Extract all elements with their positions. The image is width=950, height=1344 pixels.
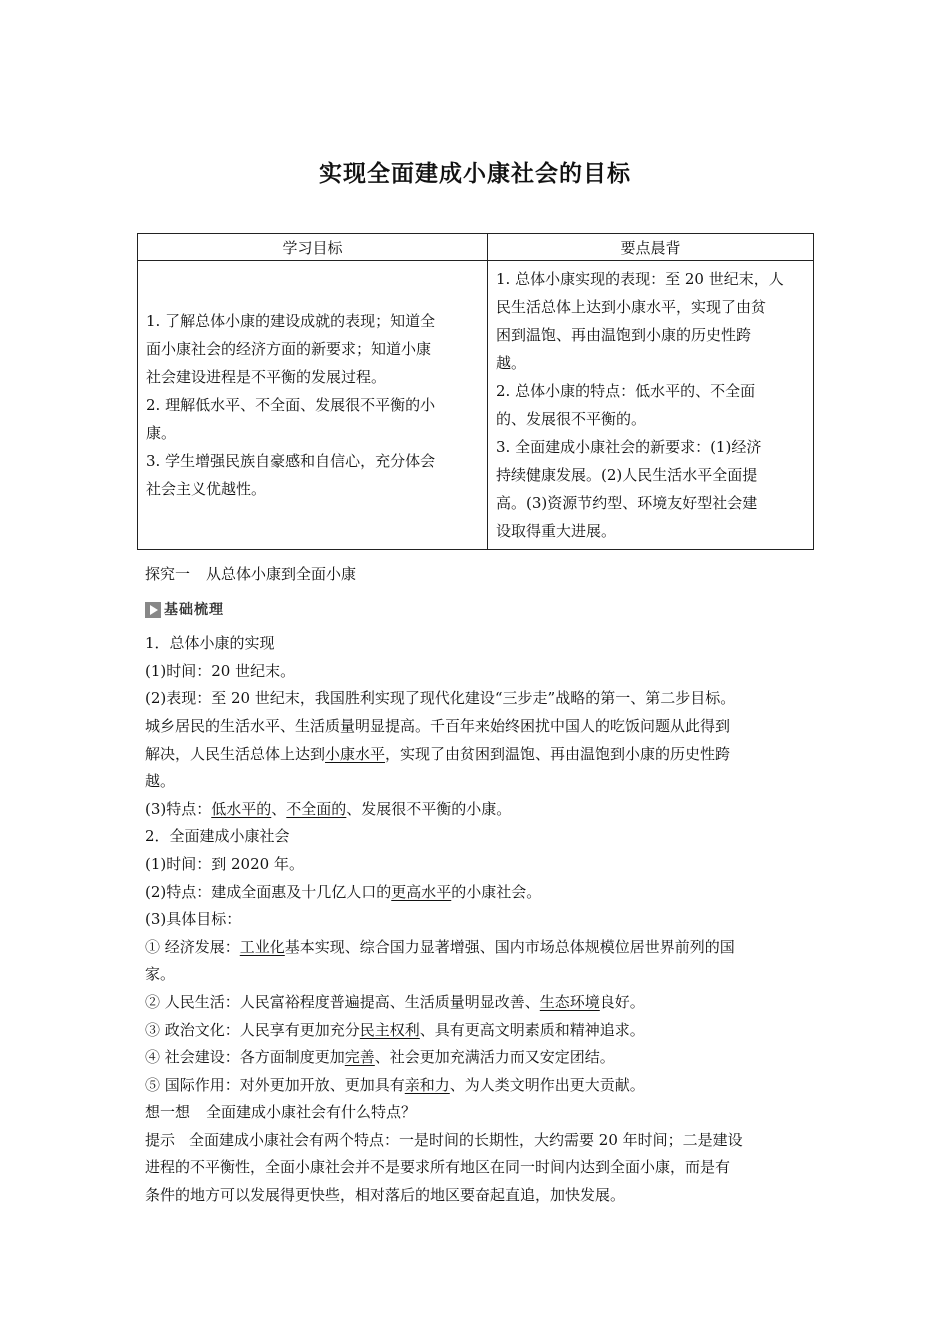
think-question <box>145 1099 815 1127</box>
text-span: 解决，人民生活总体上达到 <box>145 744 326 763</box>
section-heading <box>145 561 815 589</box>
text-span: 、具有更高文明素质和精神追求。 <box>419 1020 645 1039</box>
text-line: (1)时间：到 2020 年。 <box>145 854 304 873</box>
underlined-term: 更高水平 <box>391 882 452 901</box>
goal-item <box>145 934 815 962</box>
goal-item <box>145 1044 815 1072</box>
underlined-term: 完善 <box>344 1048 375 1067</box>
cell-line: 困到温饱、再由温饱到小康的历史性跨 <box>496 326 752 344</box>
learning-goals-cell <box>138 261 488 550</box>
cell-line: 康。 <box>146 424 177 442</box>
text-span: (2)特点：建成全面惠及十几亿人口的 <box>145 882 392 901</box>
underlined-term: 民主权利 <box>359 1020 420 1039</box>
cell-line: 1. 总体小康实现的表现：至 20 世纪末，人 <box>496 270 784 288</box>
play-arrow-icon <box>145 602 161 618</box>
think-question-text: 全面建成小康社会有什么特点？ <box>206 1103 417 1122</box>
section-label: 探究一 <box>145 565 191 583</box>
text-span: 、为人类文明作出更大贡献。 <box>449 1075 645 1094</box>
text-span: 、发展很不平衡的小康。 <box>346 799 512 818</box>
cell-line: 面小康社会的经济方面的新要求；知道小康 <box>146 340 432 358</box>
text-span: ，实现了由贫困到温饱、再由温饱到小康的历史性跨 <box>385 744 731 763</box>
table-header-learning-goals: 学习目标 <box>138 234 488 261</box>
text-span: 、 <box>271 799 287 818</box>
main-content <box>145 561 815 1210</box>
text-span: 的小康社会。 <box>451 882 542 901</box>
table-header-key-points: 要点晨背 <box>488 234 814 261</box>
underlined-term: 小康水平 <box>325 744 386 763</box>
cell-line: 的、发展很不平衡的。 <box>496 410 647 428</box>
text-line: 越。 <box>145 772 176 791</box>
table-row <box>138 261 814 550</box>
basics-badge <box>145 597 224 625</box>
cell-line: 2. 理解低水平、不全面、发展很不平衡的小 <box>146 396 436 414</box>
cell-line: 3. 学生增强民族自豪感和自信心，充分体会 <box>146 452 436 470</box>
text-span: 、社会更加充满活力而又安定团结。 <box>374 1048 615 1067</box>
cell-line: 民生活总体上达到小康水平，实现了由贫 <box>496 298 767 316</box>
cell-line: 设取得重大进展。 <box>496 522 617 540</box>
text-span: (3)特点： <box>145 799 212 818</box>
goal-item <box>145 1072 815 1100</box>
text-line: (1)时间：20 世纪末。 <box>145 661 296 680</box>
underlined-term: 不全面的 <box>286 799 347 818</box>
cell-line: 2. 总体小康的特点：低水平的、不全面 <box>496 382 756 400</box>
goals-table <box>137 233 814 550</box>
underlined-term: 亲和力 <box>404 1075 450 1094</box>
text-line: 进程的不平衡性，全面小康社会并不是要求所有地区在同一时间内达到全面小康，而是有 <box>145 1158 731 1177</box>
cell-line: 社会主义优越性。 <box>146 480 267 498</box>
text-span: ⑤ 国际作用：对外更加开放、更加具有 <box>145 1075 405 1094</box>
cell-line: 3. 全面建成小康社会的新要求：(1)经济 <box>496 438 762 456</box>
goal-item <box>145 1017 815 1045</box>
text-span: ④ 社会建设：各方面制度更加 <box>145 1048 345 1067</box>
hint-label: 提示 <box>145 1130 176 1149</box>
text-line <box>145 796 815 824</box>
text-line: 家。 <box>145 965 176 984</box>
key-points-cell <box>488 261 814 550</box>
underlined-term: 工业化 <box>239 937 285 956</box>
text-line: 条件的地方可以发展得更快些，相对落后的地区要奋起直追，加快发展。 <box>145 1186 626 1205</box>
think-label: 想一想 <box>145 1103 191 1122</box>
table-header-row <box>138 234 814 261</box>
text-line: 城乡居民的生活水平、生活质量明显提高。千百年来始终困扰中国人的吃饭问题从此得到 <box>145 716 731 735</box>
cell-line: 高。(3)资源节约型、环境友好型社会建 <box>496 494 758 512</box>
text-span: ② 人民生活：人民富裕程度普遍提高、生活质量明显改善、 <box>145 992 540 1011</box>
underlined-term: 生态环境 <box>539 992 600 1011</box>
cell-line: 越。 <box>496 354 527 372</box>
badge-label: 基础梳理 <box>164 601 224 618</box>
hint-text <box>145 1127 815 1155</box>
cell-line: 持续健康发展。(2)人民生活水平全面提 <box>496 466 758 484</box>
section-title: 从总体小康到全面小康 <box>206 565 357 583</box>
subsection-heading: 2．全面建成小康社会 <box>145 827 290 846</box>
underlined-term: 低水平的 <box>211 799 272 818</box>
text-line: (3)具体目标： <box>145 910 242 929</box>
text-span: 良好。 <box>599 992 645 1011</box>
text-span: 基本实现、综合国力显著增强、国内市场总体规模位居世界前列的国 <box>284 937 735 956</box>
text-span: ③ 政治文化：人民享有更加充分 <box>145 1020 360 1039</box>
page-title: 实现全面建成小康社会的目标 <box>319 161 631 187</box>
text-span: 全面建成小康社会有两个特点：一是时间的长期性，大约需要 20 年时间；二是建设 <box>189 1130 743 1149</box>
text-line <box>145 879 815 907</box>
cell-line: 1. 了解总体小康的建设成就的表现；知道全 <box>146 312 436 330</box>
subsection-heading: 1．总体小康的实现 <box>145 634 275 653</box>
goal-item <box>145 989 815 1017</box>
text-line <box>145 741 815 769</box>
text-line: (2)表现：至 20 世纪末，我国胜利实现了现代化建设“三步走”战略的第一、第二步目标。 <box>145 689 736 708</box>
cell-line: 社会建设进程是不平衡的发展过程。 <box>146 368 387 386</box>
text-span: ① 经济发展： <box>145 937 240 956</box>
